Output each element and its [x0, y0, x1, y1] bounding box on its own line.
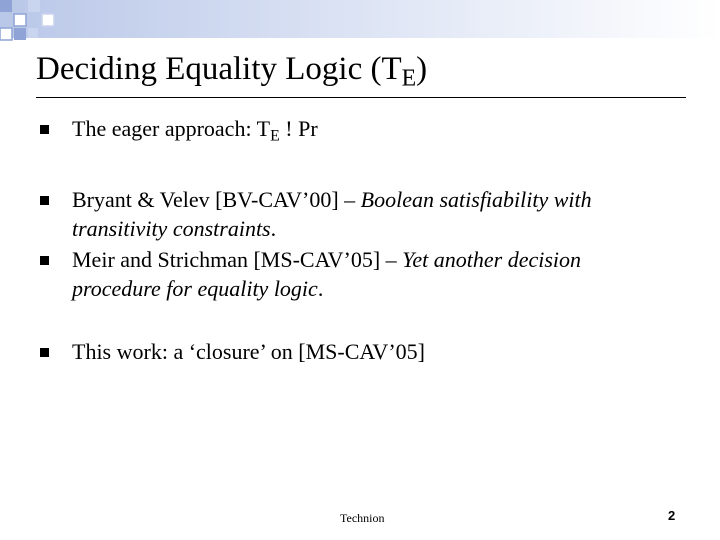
bullet-marker [40, 196, 49, 205]
footer-label: Technion [340, 511, 385, 525]
header-band [0, 0, 720, 38]
bullet-marker [40, 256, 49, 265]
bullet-this-work: This work: a ‘closure’ on [MS-CAV’05] [72, 339, 425, 364]
title-divider [36, 97, 686, 98]
bullet-eager-approach: The eager approach: $T_E$ ! Pr [72, 116, 318, 145]
slide-title: Deciding Equality Logic $(T_E)$ [36, 51, 428, 92]
bullet-marker [40, 125, 49, 134]
bullet-marker [40, 348, 49, 357]
corner-squares-decoration [0, 0, 70, 52]
bullet-bryant-velev: Bryant & Velev [BV-CAV’00] – Boolean satisfiability with transitivity constraints. [72, 187, 592, 241]
bullet-meir-strichman: Meir and Strichman [MS-CAV’05] – Yet another decision procedure for equality logic. [72, 247, 582, 301]
page-number: 2 [668, 508, 676, 523]
